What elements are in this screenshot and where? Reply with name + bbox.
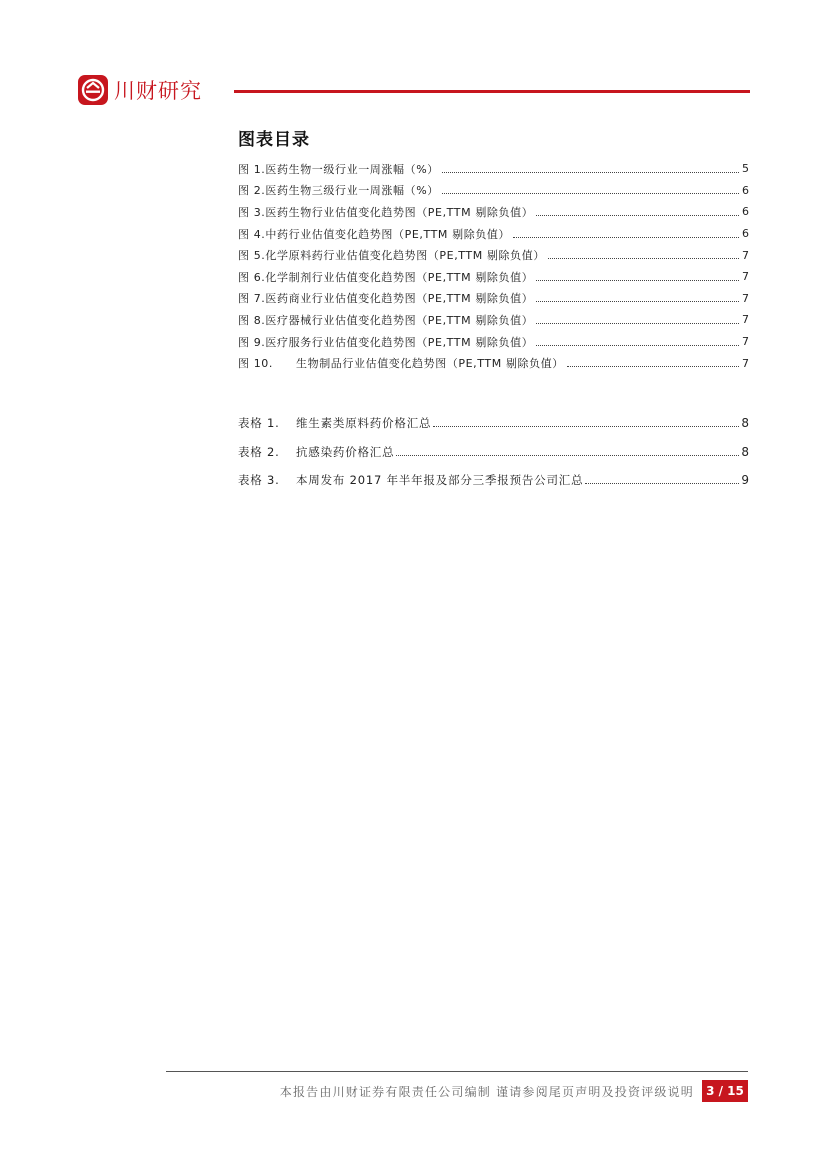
footer-divider xyxy=(166,1071,748,1072)
entry-page-number: 6 xyxy=(742,183,749,197)
page-number-badge: 3 / 15 xyxy=(702,1080,748,1102)
entry-title: 医疗服务行业估值变化趋势图（PE,TTM 剔除负值） xyxy=(265,335,534,349)
toc-figure-entry[interactable] xyxy=(238,158,749,180)
dot-leader xyxy=(536,267,739,281)
entry-prefix: 表格 2. xyxy=(238,444,280,459)
entry-prefix: 图 4. xyxy=(238,227,266,241)
dot-leader xyxy=(585,470,739,484)
entry-page-number: 6 xyxy=(742,205,749,219)
toc-title: 图表目录 xyxy=(238,130,310,150)
company-logo xyxy=(78,74,202,106)
header-divider xyxy=(234,90,750,93)
entry-title: 医药生物行业估值变化趋势图（PE,TTM 剔除负值） xyxy=(265,205,534,219)
toc-figure-entry[interactable] xyxy=(238,201,749,223)
entry-title: 医药商业行业估值变化趋势图（PE,TTM 剔除负值） xyxy=(265,292,534,306)
entry-page-number: 6 xyxy=(742,227,749,241)
logo-emblem-icon xyxy=(78,75,108,105)
entry-page-number: 7 xyxy=(742,291,749,305)
entry-title: 维生素类原料药价格汇总 xyxy=(296,416,432,431)
dot-leader xyxy=(513,224,739,238)
entry-prefix: 图 6. xyxy=(238,270,266,284)
entry-page-number: 7 xyxy=(742,335,749,349)
entry-prefix: 图 3. xyxy=(238,205,266,219)
figure-list xyxy=(238,158,749,374)
toc-figure-entry[interactable] xyxy=(238,266,749,288)
toc-figure-entry[interactable] xyxy=(238,244,749,266)
entry-title: 医药生物三级行业一周涨幅（%） xyxy=(265,184,439,198)
entry-prefix: 图 9. xyxy=(238,335,266,349)
entry-page-number: 7 xyxy=(742,270,749,284)
footer-disclaimer: 本报告由川财证券有限责任公司编制 谨请参阅尾页声明及投资评级说明 xyxy=(279,1085,694,1099)
entry-prefix: 图 10. xyxy=(238,357,273,371)
entry-title: 中药行业估值变化趋势图（PE,TTM 剔除负值） xyxy=(265,227,511,241)
entry-page-number: 7 xyxy=(742,248,749,262)
entry-title: 生物制品行业估值变化趋势图（PE,TTM 剔除负值） xyxy=(296,357,564,371)
entry-prefix: 图 7. xyxy=(238,292,266,306)
entry-prefix: 图 1. xyxy=(238,162,266,176)
dot-leader xyxy=(536,288,739,302)
dot-leader xyxy=(548,245,739,259)
dot-leader xyxy=(442,159,739,173)
toc-figure-entry[interactable] xyxy=(238,223,749,245)
entry-prefix: 图 5. xyxy=(238,249,266,263)
toc-table-entry[interactable] xyxy=(238,466,749,495)
toc-table-entry[interactable] xyxy=(238,438,749,467)
entry-title: 医药生物一级行业一周涨幅（%） xyxy=(265,162,439,176)
toc-figure-entry[interactable] xyxy=(238,331,749,353)
entry-page-number: 5 xyxy=(742,162,749,176)
entry-title: 抗感染药价格汇总 xyxy=(296,444,395,459)
entry-prefix: 表格 3. xyxy=(238,473,280,488)
entry-page-number: 7 xyxy=(742,356,749,370)
dot-leader xyxy=(442,180,739,194)
entry-prefix: 表格 1. xyxy=(238,416,280,431)
entry-title: 化学原料药行业估值变化趋势图（PE,TTM 剔除负值） xyxy=(265,249,545,263)
entry-page-number: 8 xyxy=(741,444,749,459)
entry-prefix: 图 2. xyxy=(238,184,266,198)
toc-table-entry[interactable] xyxy=(238,409,749,438)
dot-leader xyxy=(536,332,739,346)
table-list xyxy=(238,409,749,495)
dot-leader xyxy=(396,442,739,456)
dot-leader xyxy=(567,353,739,367)
entry-title: 本周发布 2017 年半年报及部分三季报预告公司汇总 xyxy=(296,473,584,488)
toc-figure-entry[interactable] xyxy=(238,288,749,310)
entry-page-number: 9 xyxy=(741,473,749,488)
dot-leader xyxy=(433,413,739,427)
dot-leader xyxy=(536,202,739,216)
toc-figure-entry[interactable] xyxy=(238,352,749,374)
entry-page-number: 7 xyxy=(742,313,749,327)
entry-page-number: 8 xyxy=(741,416,749,431)
toc-figure-entry[interactable] xyxy=(238,180,749,202)
dot-leader xyxy=(536,310,739,324)
entry-title: 化学制剂行业估值变化趋势图（PE,TTM 剔除负值） xyxy=(265,270,534,284)
toc-figure-entry[interactable] xyxy=(238,309,749,331)
logo-text: 川财研究 xyxy=(114,79,202,103)
entry-title: 医疗器械行业估值变化趋势图（PE,TTM 剔除负值） xyxy=(265,313,534,327)
entry-prefix: 图 8. xyxy=(238,313,266,327)
